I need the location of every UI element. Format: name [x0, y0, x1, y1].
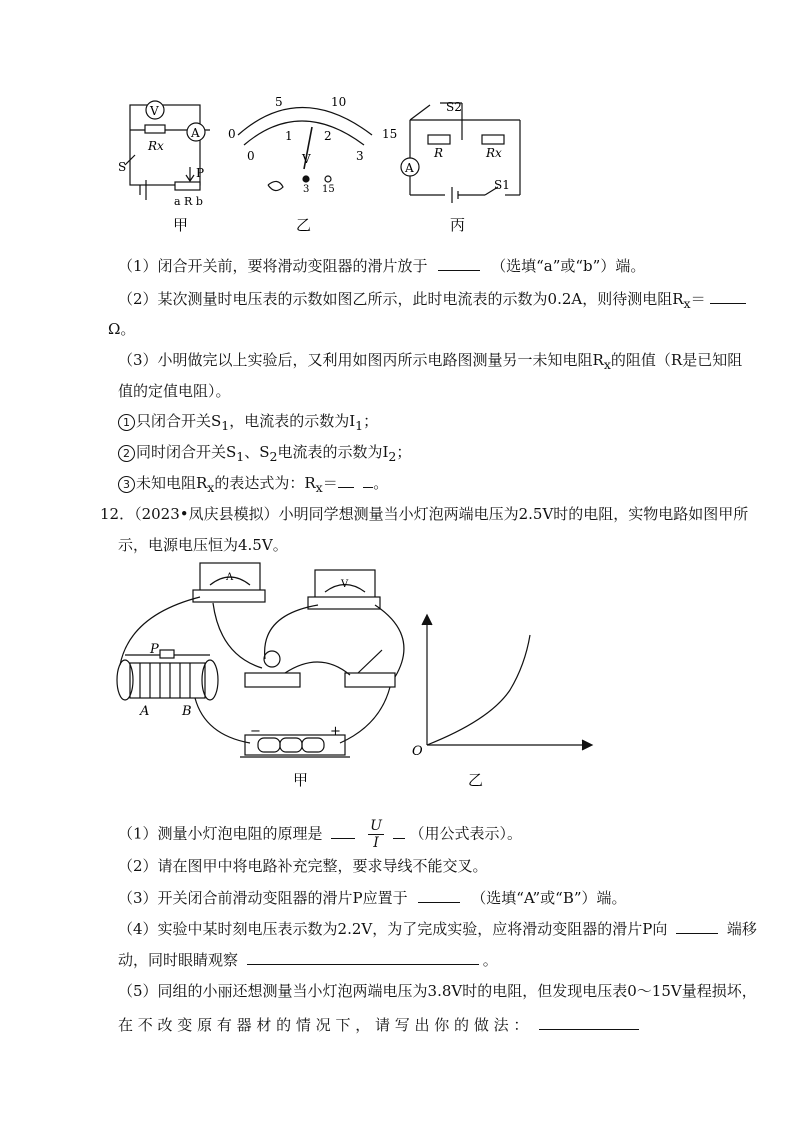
q12-blank-4a[interactable]: [676, 917, 718, 934]
q12-blank-1b[interactable]: [393, 822, 405, 839]
q12-heading: 12．（2023•凤庆县模拟）小明同学想测量当小灯泡两端电压为2.5V时的电阻，实物电路如图甲所: [100, 505, 749, 523]
rheostat-b-label: B: [182, 704, 192, 719]
q12-blank-5[interactable]: [539, 1013, 639, 1030]
formula-u-over-i: $\frac{U}{I}$: [370, 818, 382, 851]
bing-caption: 丙: [450, 216, 466, 234]
q12-blank-3[interactable]: [418, 886, 460, 903]
meter-tick-0-upper: 0: [228, 127, 236, 141]
q12-part3: （3）开关闭合前滑动变阻器的滑片P应置于 （选填“A”或“B”）端。: [118, 886, 627, 909]
rheostat-p-label: P: [150, 642, 159, 657]
iu-graph: [422, 615, 592, 750]
bing-rx-label: Rx: [486, 146, 502, 160]
q11-step3: 3 未知电阻$R_x$的表达式为：$R_x=$ 。: [118, 471, 388, 499]
q12-blank-4b[interactable]: [247, 948, 479, 965]
q11-blank-3b[interactable]: [363, 471, 373, 488]
voltmeter-face-label: V: [341, 579, 349, 590]
q12-heading-cont: 示，电源电压恒为4.5V。: [118, 536, 288, 554]
meter-terminal-15: 15: [322, 184, 335, 195]
q12-part2: （2）请在图甲中将电路补充完整，要求导线不能交叉。: [118, 857, 488, 875]
q11-blank-3[interactable]: [338, 471, 354, 488]
ammeter-face-label: A: [226, 572, 234, 583]
q11-part3: （3）小明做完以上实验后，又利用如图丙所示电路图测量另一未知电阻$R_x$的阻值（R是已知阻: [118, 351, 743, 372]
bing-ammeter-label: A: [405, 161, 414, 175]
q11-part2-unit: Ω。: [108, 320, 136, 338]
q12-blank-1a[interactable]: [331, 822, 355, 839]
meter-tick-1-lower: 1: [285, 129, 293, 143]
q12-part5: （5）同组的小丽还想测量当小灯泡两端电压为3.8V时的电阻，但发现电压表0～15V量程损坏，: [118, 982, 757, 1000]
fig-jia-caption: 甲: [293, 771, 309, 789]
jia-ammeter-label: A: [191, 126, 200, 140]
jia-rx-label: Rx: [148, 139, 164, 153]
q11-blank-2[interactable]: [710, 287, 746, 304]
q12-figures: [0, 555, 800, 805]
q12-part4: （4）实验中某时刻电压表示数为2.2V，为了完成实验，应将滑动变阻器的滑片P向 端移: [118, 917, 757, 940]
circuit-jia: [125, 101, 210, 200]
q11-step2: 2 同时闭合开关$S_1$、$S_2$电流表的示数为$I_2$；: [118, 441, 411, 468]
jia-voltmeter-label: V: [150, 104, 159, 118]
bing-s2-label: S2: [446, 100, 462, 114]
meter-tick-15-upper: 15: [382, 127, 398, 141]
q12-part4-cont: 动，同时眼睛观察 。: [118, 948, 498, 971]
q11-blank-1[interactable]: [438, 254, 480, 271]
rheostat-a-label: A: [140, 704, 150, 719]
q12-part5-cont: 在 不 改 变 原 有 器 材 的 情 况 下 ， 请 写 出 你 的 做 法 ：: [118, 1013, 639, 1036]
meter-tick-3-lower: 3: [356, 149, 364, 163]
q11-part2: （2）某次测量时电压表的示数如图乙所示，此时电流表的示数为0.2A，则待测电阻$R_x=$: [118, 287, 746, 315]
q11-part3-cont: 值的定值电阻）。: [118, 382, 231, 400]
jia-caption: 甲: [173, 216, 189, 234]
q11-step1: 1 只闭合开关$S_1$，电流表的示数为$I_1$；: [118, 410, 378, 437]
graph-origin: O: [412, 744, 423, 759]
bing-s1-label: S1: [494, 178, 510, 192]
jia-switch-label: S: [118, 160, 127, 174]
voltmeter-dial: [238, 108, 372, 191]
meter-v-label: V: [302, 152, 311, 166]
yi-caption: 乙: [296, 216, 312, 234]
meter-terminal-3: 3: [303, 184, 310, 195]
battery-minus: −: [250, 724, 261, 739]
jia-slider-label: P: [196, 166, 205, 180]
meter-tick-2-lower: 2: [324, 129, 332, 143]
q11-part1: （1）闭合开关前，要将滑动变阻器的滑片放于 （选填“a”或“b”）端。: [118, 254, 645, 277]
fig-yi-caption: 乙: [468, 771, 484, 789]
q12-part1: （1）测量小灯泡电阻的原理是 $\frac{U}{I}$ （用公式表示）。: [118, 818, 522, 851]
meter-tick-0-lower: 0: [247, 149, 255, 163]
meter-tick-5-upper: 5: [275, 95, 283, 109]
battery-plus: +: [330, 724, 341, 739]
jia-rheostat-ends: a R b: [174, 195, 203, 208]
bing-r-label: R: [434, 146, 444, 160]
meter-tick-10-upper: 10: [331, 95, 347, 109]
